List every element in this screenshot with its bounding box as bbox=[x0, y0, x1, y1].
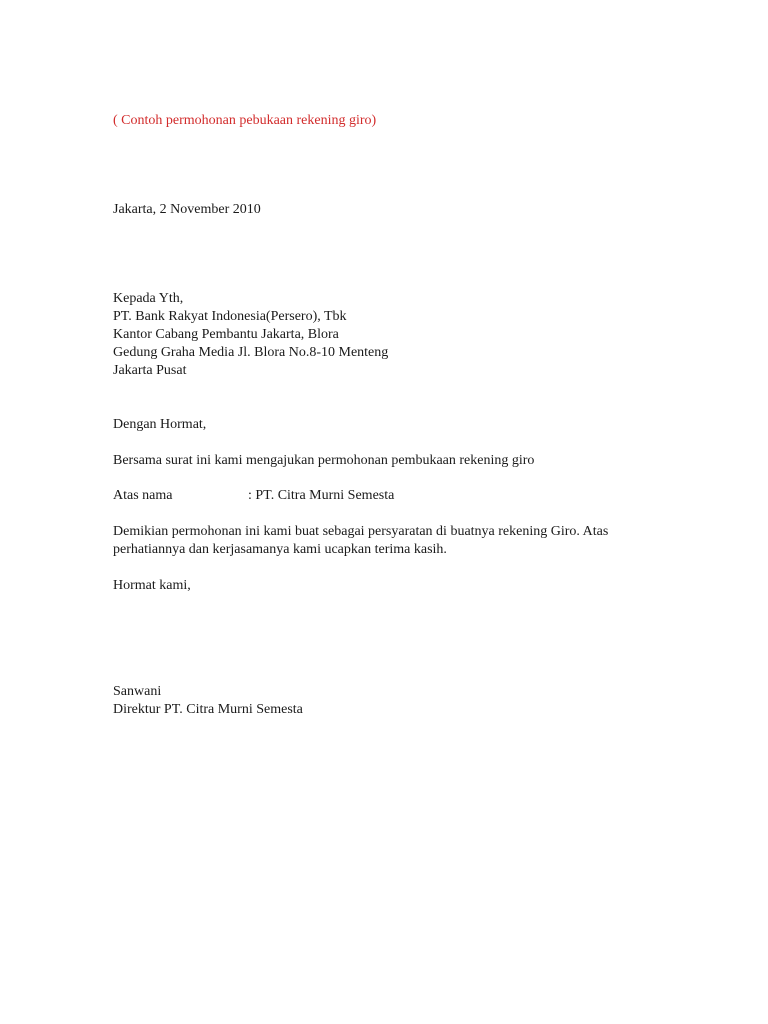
recipient-salutation: Kepada Yth, bbox=[113, 291, 184, 306]
recipient-line-1: PT. Bank Rakyat Indonesia(Persero), Tbk bbox=[113, 309, 347, 324]
signatory-title: Direktur PT. Citra Murni Semesta bbox=[113, 702, 303, 717]
account-name-value: : PT. Citra Murni Semesta bbox=[248, 488, 395, 503]
account-name-field bbox=[113, 487, 394, 505]
account-name-label: Atas nama bbox=[113, 488, 173, 503]
recipient-line-4: Jakarta Pusat bbox=[113, 363, 187, 378]
body-intro: Bersama surat ini kami mengajukan permohonan pembukaan rekening giro bbox=[113, 453, 535, 468]
signatory-name: Sanwani bbox=[113, 684, 162, 699]
sign-off: Hormat kami, bbox=[113, 578, 191, 593]
closing-paragraph-line-2: perhatiannya dan kerjasamanya kami ucapkan terima kasih. bbox=[113, 542, 447, 557]
title-note: ( Contoh permohonan pebukaan rekening giro) bbox=[113, 113, 377, 128]
closing-paragraph-line-1: Demikian permohonan ini kami buat sebagai persyaratan di buatnya rekening Giro. Atas bbox=[113, 524, 609, 539]
recipient-line-3: Gedung Graha Media Jl. Blora No.8-10 Menteng bbox=[113, 345, 389, 360]
place-date: Jakarta, 2 November 2010 bbox=[113, 202, 261, 217]
recipient-line-2: Kantor Cabang Pembantu Jakarta, Blora bbox=[113, 327, 339, 342]
greeting: Dengan Hormat, bbox=[113, 417, 207, 432]
